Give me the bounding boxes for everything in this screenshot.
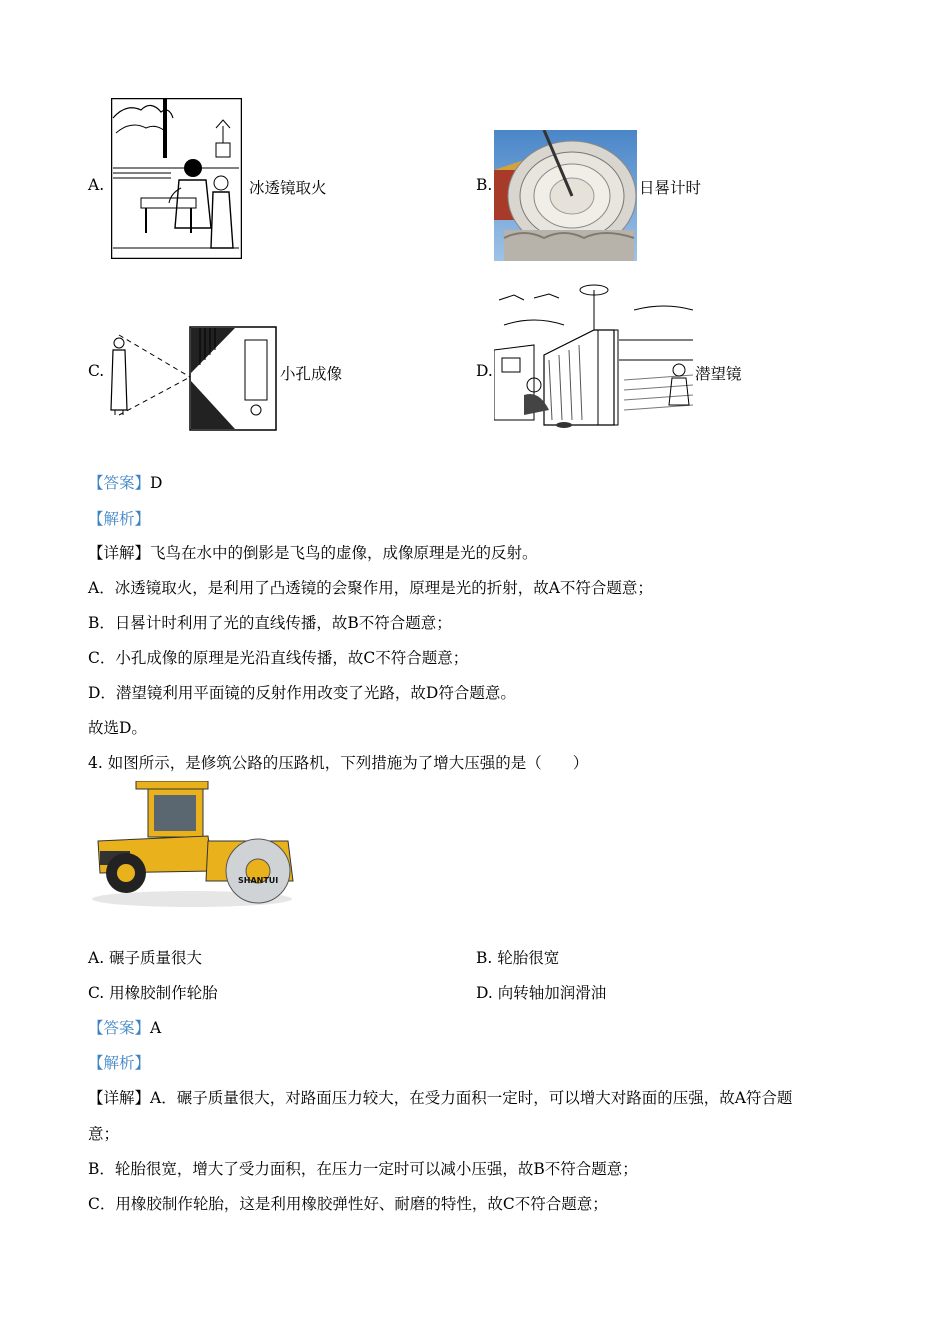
detail-text: 飞鸟在水中的倒影是飞鸟的虚像，成像原理是光的反射。 — [150, 544, 538, 562]
option-b-caption: 日晷计时 — [639, 179, 702, 197]
detail-tag: 【详解】 — [88, 544, 151, 562]
answer-tag: 【答案】 — [88, 1019, 151, 1037]
q3-conclusion: 故选D。 — [88, 719, 147, 737]
q3-analysis-heading — [88, 507, 150, 529]
detail-tag: 【详解】 — [88, 1089, 151, 1107]
q3-detail-line-a: A．冰透镜取火，是利用了凸透镜的会聚作用，原理是光的折射，故A不符合题意； — [88, 579, 653, 597]
q4-option-c: C. 用橡胶制作轮胎 — [88, 984, 218, 1002]
road-roller-photo — [88, 781, 296, 911]
sundial-photo — [494, 130, 637, 261]
q4-detail-line-a-cont: 意； — [88, 1125, 120, 1143]
pinhole-illustration — [105, 325, 278, 432]
q4-answer — [88, 1016, 161, 1038]
answer-tag: 【答案】 — [88, 474, 151, 492]
q3-answer — [88, 471, 162, 493]
q4-option-b: B. 轮胎很宽 — [476, 949, 560, 967]
option-c-caption: 小孔成像 — [280, 365, 343, 383]
option-d-caption: 潜望镜 — [695, 365, 742, 383]
q4-analysis-heading — [88, 1051, 150, 1073]
analysis-tag: 【解析】 — [88, 1054, 151, 1072]
option-b-letter: B. — [476, 176, 493, 194]
option-a-letter: A. — [88, 176, 105, 194]
option-a-caption: 冰透镜取火 — [249, 179, 327, 197]
periscope-illustration — [494, 280, 693, 432]
q4-option-d: D. 向转轴加润滑油 — [476, 984, 607, 1002]
q4-detail-line-a — [88, 1086, 792, 1108]
q3-detail-intro — [88, 541, 538, 563]
detail-text: A．碾子质量很大，对路面压力较大，在受力面积一定时，可以增大对路面的压强，故A符合题 — [150, 1089, 793, 1107]
q4-question: 4. 如图所示，是修筑公路的压路机，下列措施为了增大压强的是（ ） — [88, 754, 589, 772]
q4-option-a: A. 碾子质量很大 — [88, 949, 203, 967]
q4-detail-line-c: C．用橡胶制作轮胎，这是利用橡胶弹性好、耐磨的特性，故C不符合题意； — [88, 1195, 608, 1213]
roller-brand-text: SHANTUI — [238, 876, 279, 885]
answer-value: D — [150, 474, 163, 492]
option-c-letter: C. — [88, 362, 105, 380]
q3-detail-line-c: C．小孔成像的原理是光沿直线传播，故C不符合题意； — [88, 649, 469, 667]
fire-lens-illustration — [111, 98, 242, 259]
analysis-tag: 【解析】 — [88, 510, 151, 528]
q3-detail-line-b: B．日晷计时利用了光的直线传播，故B不符合题意； — [88, 614, 452, 632]
answer-value: A — [150, 1019, 162, 1037]
option-d-letter: D. — [476, 362, 493, 380]
q3-detail-line-d: D．潜望镜利用平面镜的反射作用改变了光路，故D符合题意。 — [88, 684, 516, 702]
q4-detail-line-b: B．轮胎很宽，增大了受力面积，在压力一定时可以减小压强，故B不符合题意； — [88, 1160, 638, 1178]
